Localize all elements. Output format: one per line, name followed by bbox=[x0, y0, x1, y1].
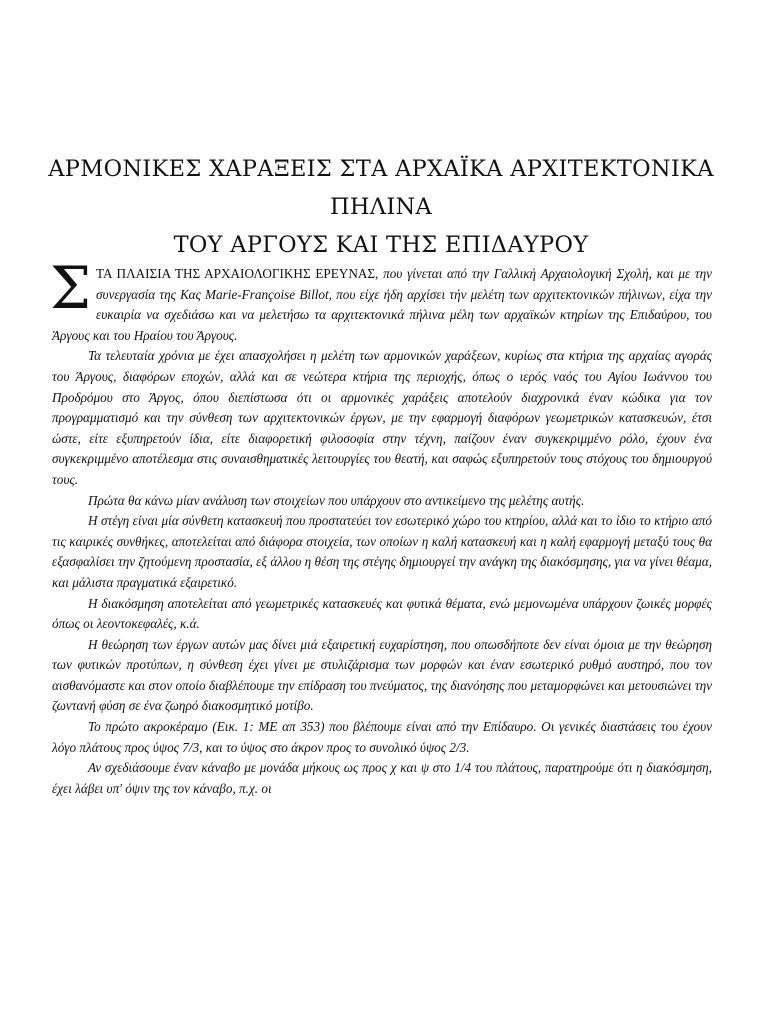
title-line-1: ΑΡΜΟΝΙΚΕΣ ΧΑΡΑΞΕΙΣ ΣΤΑ ΑΡΧΑΪΚΑ ΑΡΧΙΤΕΚΤΟΝΙΚΑ bbox=[48, 156, 714, 182]
paragraph-2: Πρώτα θα κάνω μίαν ανάλυση των στοιχείων που υπάρχουν στο αντικείμενο της μελέτης αυτής. bbox=[88, 492, 585, 508]
page-title bbox=[40, 150, 722, 264]
drop-cap: Σ bbox=[50, 254, 92, 322]
article-body bbox=[50, 254, 713, 799]
paragraph-5: Η θεώρηση των έργων αυτών μας δίνει μιά εξαιρετική ευχαρίστηση, που οπωσδήποτε δεν είναι όμοια με την θεώρηση των φυτικών προτύπων, η σύνθεση έχει γίνει με στυλιζάρισμα των μορφών και έναν εσωτερικό ρυθμό αυστηρό, που τον αισθανόμαστε και στον οποίο διαβλέπουμε την επίδραση του πνεύματος, της διανόησης που μεταμορφώνει και μετουσιώνει την ζωντανή φύση σε ένα ζωηρό διακοσμητικό μοτίβο. bbox=[52, 636, 712, 714]
title-line-2: ΠΗΛΙΝΑ bbox=[329, 194, 433, 220]
paragraph-3: Η στέγη είναι μία σύνθετη κατασκευή που προστατεύει τον εσωτερικό χώρο του κτηρίου, αλλά και το ίδιο το κτήριο από τις καιρικές συνθήκες, αποτελείται από διάφορα στοιχεία, των οποίων η καλή κατασκευή και η καλή εφαρμογή μεταξύ τους θα εξασφαλίσει την ζητούμενη προστασία, εξ άλλου η θέση της στέγης δημιουργεί την ανάγκη της διακόσμησης, για να γίνει θέαμα, και μάλιστα πραγματικά εξαιρετικό. bbox=[52, 513, 712, 590]
intro-text: που γίνεται από την Γαλλική Αρχαιολογική Σχολή, και με την συνεργασία της Κας Marie-Françoise Billot, που είχε ήδη αρχίσει τήν μελέτη των αρχιτεκτονικών πήλινων, είχα την ευκαιρία να σχεδιάσω και να μελετήσω τα αρχιτεκτονικά πήλινα μέλη των αρχαϊκών κτηρίων της Επιδαύρου, του Άργους και του Ηραίου του Άργους. bbox=[52, 266, 713, 343]
intro-paragraph bbox=[50, 254, 713, 346]
paragraph-7: Αν σχεδιάσουμε έναν κάναβο με μονάδα μήκους ως προς χ και ψ στο 1/4 του πλάτους, παρατηρούμε ότι η διακόσμηση, έχει λάβει υπ' όψιν της τον κάναβο, π.χ. οι bbox=[52, 760, 712, 796]
paragraph-4: Η διακόσμηση αποτελείται από γεωμετρικές κατασκευές και φυτικά θέματα, ενώ μεμονωμένα υπάρχουν ζωικές μορφές όπως οι λεοντοκεφαλές, κ.ά. bbox=[52, 595, 712, 632]
title-line-3: ΤΟΥ ΑΡΓΟΥΣ ΚΑΙ ΤΗΣ ΕΠΙΔΑΥΡΟΥ bbox=[173, 232, 589, 258]
paragraph-1: Τα τελευταία χρόνια με έχει απασχολήσει η μελέτη των αρμονικών χαράξεων, κυρίως στα κτήρια της αρχαίας αγοράς του Άργους, διαφόρων εποχών, αλλά και σε νεώτερα κτήρια της περιοχής, όπως ο ιερός ναός του Αγίου Ιωάννου του Προδρόμου στο Άργος, όπου διεπίστωσα ότι οι αρμονικές χαράξεις αποτελούν διαχρονικά έναν κώδικα για τον προγραμματισμό και την σύνθεση των αρχιτεκτονικών έργων, με την εφαρμογή διαφόρων γεωμετρικών κατασκευών, έτσι ώστε, είτε εξυπηρετούν ίδια, είτε διαφορετική φιλοσοφία στην τέχνη, παίζουν έναν συγκεκριμμένο ρόλο, έχουν ένα συγκεκριμμένο αποτέλεσμα στις συναισθηματικές λειτουργίες του θεατή, και σαφώς εξυπηρετούν τους στόχους του δημιουργού τους. bbox=[52, 348, 712, 487]
paragraph-6: Το πρώτο ακροκέραμο (Εικ. 1: ΜΕ απ 353) που βλέπουμε είναι από την Επίδαυρο. Οι γενικές διαστάσεις του έχουν λόγο πλάτους προς ύψος 7/3, και το ύψος στο άκρον προς το συνολικό ύψος 2/3. bbox=[52, 719, 712, 755]
intro-caps: ΤΑ ΠΛΑΙΣΙΑ ΤΗΣ ΑΡΧΑΙΟΛΟΓΙΚΗΣ ΕΡΕΥΝΑΣ, bbox=[96, 266, 379, 281]
